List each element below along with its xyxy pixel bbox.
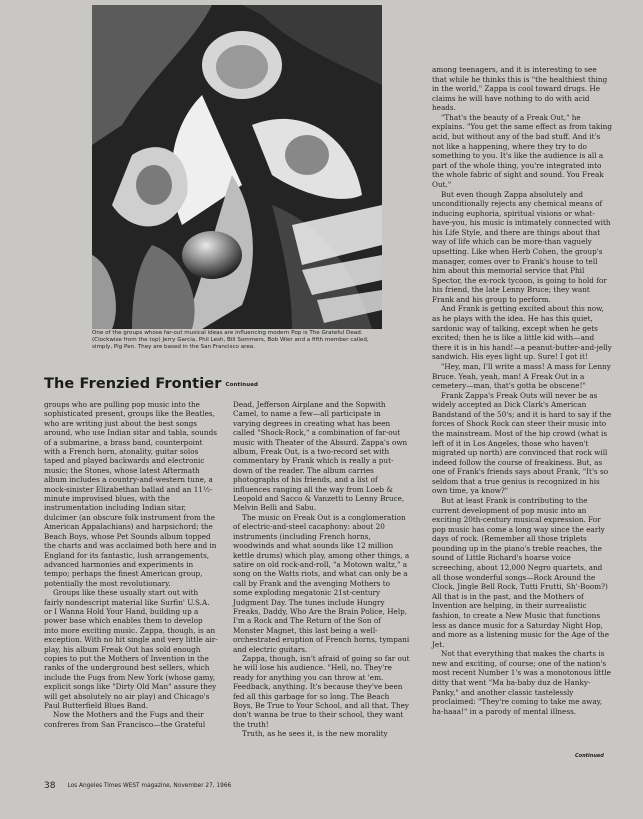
article-title: The Frenzied Frontier [44, 376, 222, 392]
publication-line: Los Angeles Times WEST magazine, November 27, 1966 [67, 783, 232, 789]
photo-caption: One of the groups whose far-out musical ideas are influencing modern Pop is The Grateful Dead. (Clockwise from the top) Jerry Garcia, Phil Lesh, Bill Sommers, Bob Wier and a fifth member called, simply, Pig Pen. They are based in the San Francisco area. [92, 330, 369, 350]
paragraph: "Hey, man, I'll write a mass! A mass for Lenny Bruce. Yeah, yeah, man! A Freak Out in a cemetery—man, that's gotta be obscene!" [432, 361, 611, 391]
article-column-3 [432, 65, 612, 716]
paragraph: groups who are pulling pop music into the sophisticated present, groups like the Beatles, who are writing just about the best songs around, who use Indian sitar and tabla, sounds of a submarine, a brass band, counterpoint with a French horn, atonality, guitar solos taped and played backwards and electronic music; the Stones, whose latest Aftermath album includes a country-and-western tune, a mock-sinister Elizabethan ballad and an 11½-minute improvised blues, with the instrumentation including Indian sitar, dulcimer (an obscure folk instrument from the American Appalachians) and harpsichord; the Beach Boys, whose Pet Sounds album topped the charts and was acclaimed both here and in England for its fantastic, lush arrangements, advanced harmonies and experiments in tempo; perhaps the finest American group, potentially the most revolutionary. [44, 400, 217, 588]
paragraph: Dead, Jefferson Airplane and the Sopwith Camel, to name a few—all participate in varying degrees in creating what has been called "Shock-Rock," a combination of far-out music with Theater of the Absurd. Zappa's own album, Freak Out, is a two-record set with commentary by Frank which is really a put-down of the reader. The album carries photographs of his friends, and a list of influences ranging all the way from Loeb & Leopold and Sacco & Vanzetti to Lenny Bruce, Melvin Belli and Sabu. [233, 400, 408, 513]
paragraph: Groups like these usually start out with fairly nondescript material like Surfin' U.S.A. or I Wanna Hold Your Hand, building up a power base which enables them to develop into more exciting music. Zappa, though, is an exception. With no hit single and very little air-play, his album Freak Out has sold enough copies to put the Mothers of Invention in the ranks of the underground best sellers, which include the Fugs from New York (whose gamy, explicit songs like "Dirty Old Man" assure they will get absolutely no air play) and Chicago's Paul Butterfield Blues Band. [44, 588, 218, 710]
continued-tag: Continued [225, 382, 259, 388]
paragraph: Now the Mothers and the Fugs and their confreres from San Francisco—the Grateful [44, 710, 206, 729]
paragraph: And Frank is getting excited about this now, as he plays with the idea. He has this quiet, sardonic way of talking, except when he gets excited; then he is like a little kid with—and there it is in his hand!—a peanut-butter-and-jelly sandwich. His eyes light up. Sure! I got it! [432, 304, 612, 362]
paragraph: "That's the beauty of a Freak Out," he explains. "You get the same effect as from taking acid, but without any of the bad stuff. And it's not like a happening, where they try to do something to you. It's like the audience is all a part of the whole thing, you're integrated into the whole fabric of sight and sound. You Freak Out." [432, 112, 612, 189]
article-column-2 [233, 400, 410, 739]
paragraph: The music on Freak Out is a conglomeration of electric-and-steel cacaphony: about 20 instruments (including French horns, woodwinds and what sounds like 12 million kettle drums) which play, among other things, a satire on old rock-and-roll, "a Motown waltz," a song on the Watts riots, and what can only be a call by Frank and the avenging Mothers to some exploding megatonic 21st-century Judgment Day. The tunes include Hungry Freaks, Daddy, Who Are the Brain Police, Help, I'm a Rock and The Return of the Son of Monster Magnet, this last being a well-orchestrated eruption of French horns, tympani and electric guitars. [233, 512, 410, 654]
paragraph: among teenagers, and it is interesting to see that while he thinks this is "the healthiest thing in the world," Zappa is cool toward drugs. He claims he will have nothing to do with acid heads. [432, 65, 608, 113]
paragraph: But even though Zappa absolutely and unconditionally rejects any chemical means of inducing euphoria, spiritual visions or what-have-you, his music is intimately connected with his Life Style, and there are things about that way of life which can be more-than vaguely upsetting. Like when Herb Cohen, the group's manager, comes over to Frank's house to tell him about this memorial service that Phil Spector, the ex-rock tycoon, is going to hold for his friend, the late Lenny Bruce; they want Frank and his group to perform. [432, 189, 611, 304]
paragraph: Not that everything that makes the charts is new and exciting, of course; one of the nation's most recent Number 1's was a monotonous little ditty that went "Ma ba-baby duz de Hanky-Panky," and another classic tastelessly proclaimed: "They're coming to take me away, ha-haaa!" in a parody of mental illness. [432, 649, 611, 716]
band-photo-image [92, 5, 382, 329]
continued-marker: Continued [575, 753, 604, 759]
page-number: 38 [44, 781, 56, 791]
article-column-1 [44, 400, 218, 729]
page-footer [44, 781, 444, 791]
band-photo [92, 5, 382, 329]
paragraph: But at least Frank is contributing to the current development of pop music into an exciting 20th-century musical expression. For pop music has come a long way since the early days of rock. (Remember all those triplets pounding up in the piano's treble reaches, the sound of Little Richard's hoarse voice screeching, about 12,000 Negro quartets, and all those wonderful songs—Rock Around the Clock, Jingle Bell Rock, Tutti Frutti, Sh'-Boom?) All that is in the past, and the Mothers of Invention are helping, in their surrealistic fashion, to create a New Music that functions less as dance music for a Saturday Night Hop, and more as a listening music for the Age of the Jet. [432, 496, 610, 649]
paragraph: Frank Zappa's Freak Outs will never be as widely accepted as Dick Clark's American Bandstand of the 50's; and it is hard to say if the forces of Shock Rock can steer their music into the mainstream. Most of the hip crowd (what is left of it in Los Angeles, those who haven't migrated up north) are convinced that rock will indeed follow the course of freakiness. But, as one of Frank's friends says about Frank, "It's so seldom that a true genius is recognized in his own time, ya know?" [432, 390, 612, 496]
paragraph: Zappa, though, isn't afraid of going so far out he will lose his audience. "Hell, no. They're ready for anything you can throw at 'em. Feedback, anything. It's because they've been fed all this garbage for so long. The Beach Boys, Be True to Your School, and all that. They don't wanna be true to their school, they want the truth! [233, 653, 410, 729]
paragraph: Truth, as he sees it, is the new morality [242, 729, 388, 739]
article-headline [44, 376, 404, 392]
